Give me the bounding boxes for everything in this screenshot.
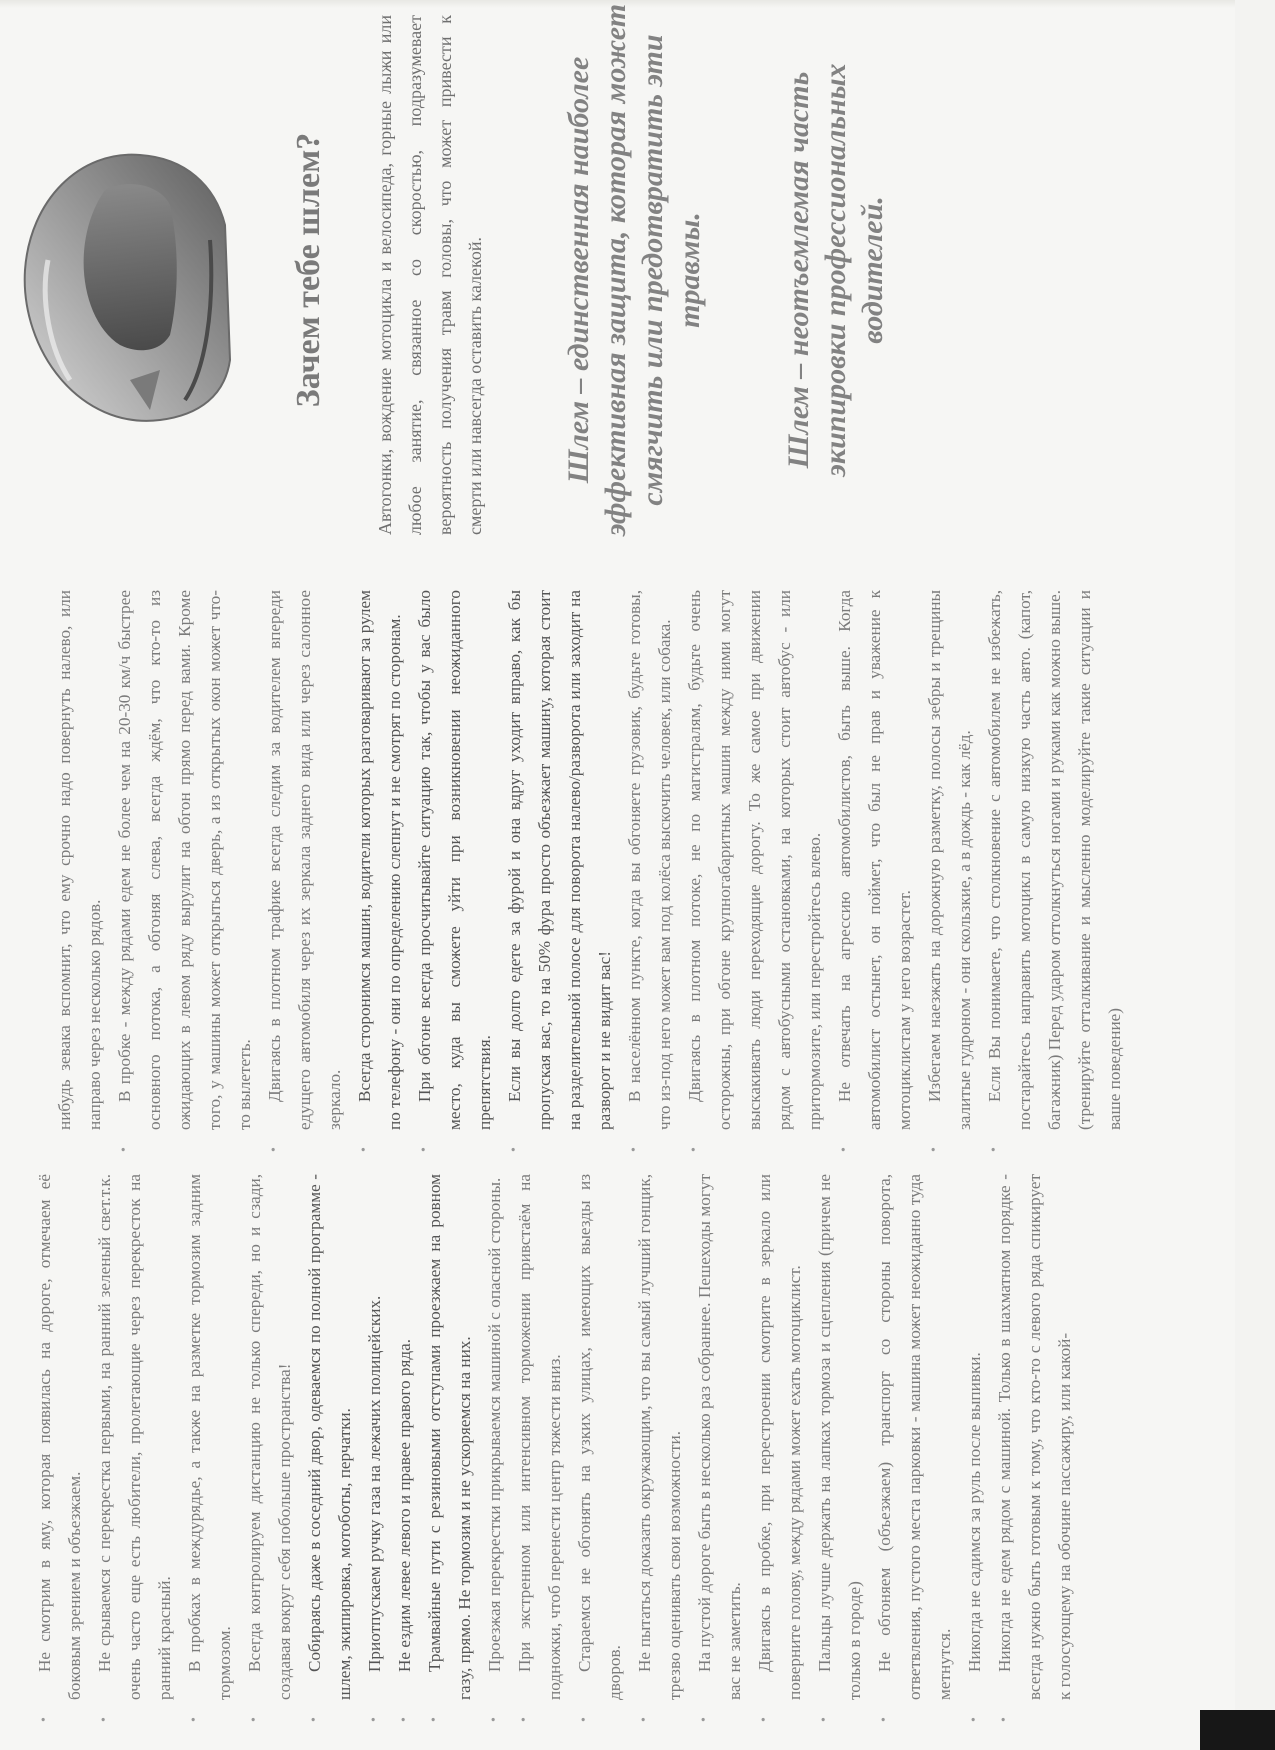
tip-item: • Не срываемся с перекрестка первыми, на ранний зеленый свет.т.к. очень часто еще есть любители, пролетающие через перекресток на ранний красный. <box>90 1174 180 1700</box>
tip-item: • Стараемся не обгонять на узких улицах, имеющих выезды из дворов. <box>570 1174 630 1700</box>
scanner-margin <box>1235 0 1275 1750</box>
tip-item: • Не обгоняем (объезжаем) транспорт со стороны поворота, ответвления, пустого места парковки - машина может неожиданно туда метнутся. <box>870 1174 960 1700</box>
tips-list-1 <box>30 1174 1080 1700</box>
tip-item: • Никогда не садимся за руль после выпивки. <box>960 1174 990 1700</box>
tip-item: • На пустой дороге быть в несколько раз собраннее. Пешеходы могут вас не заметить. <box>690 1174 750 1700</box>
tips-column-1 <box>0 1160 1240 1710</box>
section-title: Зачем тебе шлем? <box>290 132 327 408</box>
intro-paragraph: Автогонки, вождение мотоцикла и велосипеда, горные лыжи или любое занятие, связанное со скоростью, подразумевает вероятность получения травм головы, что может привести к смерти или навсегда оставить калекой. <box>375 15 485 535</box>
tip-item: • Собираясь даже в соседний двор, одеваемся по полной программе - шлем, экипировка, мотоботы, перчатки. <box>300 1174 360 1700</box>
helmet-icon <box>10 140 240 440</box>
tip-item: • Двигаясь в пробке, при перестроении смотрите в зеркало или поверните голову, между рядами может ехать мотоциклист. <box>750 1174 810 1700</box>
tip-item: • Проезжая перекрестки прикрываемся машиной с опасной стороны. <box>480 1174 510 1700</box>
tip-item: • Избегаем наезжать на дорожную разметку, полосы зебры и трещины залитые гудроном - они скользкие, а в дождь - как лёд. <box>920 590 980 1130</box>
tip-item-continued: нибудь зевака вспомнит, что ему срочно надо повернуть налево, или направо через несколько рядов. <box>55 590 104 1130</box>
tip-item: • Двигаясь в плотном потоке, не по магистралям, будьте очень осторожны, при обгоне крупногабаритных машин между ними могут выскакивать люди переходящие дорогу. То же самое при движении рядом с автобусными остановками, на которых стоит автобус - или притормозите, или перестройтесь влево. <box>680 590 830 1130</box>
tips-column-2 <box>0 580 1240 1140</box>
tips-list-2 <box>50 590 1130 1130</box>
tip-item: • В пробке - между рядами едем не более чем на 20-30 км/ч быстрее основного потока, а обгоняя слева, всегда ждём, что кто-то из ожидающих в левом ряду вырулит на обгон прямо перед вами. Кроме того, у машины может открыться дверь, а из открытых окон может что-то вылететь. <box>110 590 260 1130</box>
tip-item: • При обгоне всегда просчитывайте ситуацию так, чтобы у вас было место, куда вы сможете уйти при возникновении неожиданного препятствия. <box>410 590 500 1130</box>
tip-item: • Не смотрим в яму, которая появилась на дороге, отмечаем её боковым зрением и объезжаем. <box>30 1174 90 1700</box>
tip-item: • Не пытаться доказать окружающим, что вы самый лучший гонщик, трезво оценивать свои возможности. <box>630 1174 690 1700</box>
tip-item: • Если вы долго едете за фурой и она вдруг уходит вправо, как бы пропуская вас, то на 50% фура просто объезжает машину, которая стоит на разделительной полосе для поворота налево/разворота или заходит на разворот и не видит вас! <box>500 590 620 1130</box>
tip-item: • Всегда сторонимся машин, водители которых разговаривают за рулем по телефону - они по определению слепнут и не смотрят по сторонам. <box>350 590 410 1130</box>
tip-item: • Если Вы понимаете, что столкновение с автомобилем не избежать, постарайтесь направить мотоцикл в самую низкую часть авто. (капот, багажник) Перед ударом оттолкнуться ногами и руками как можно выше. (тренируйте отталкивание и мысленно моделируйте такие ситуации и ваше поведение) <box>980 590 1130 1130</box>
tip-item: • Не ездим левее левого и правее правого ряда. <box>390 1174 420 1700</box>
tip-item: • В населённом пункте, когда вы обгоняете грузовик, будьте готовы, что из-под него может вам под колёса выскочить человек, или собака. <box>620 590 680 1130</box>
tip-item: • Приотпускаем ручку газа на лежачих полицейских. <box>360 1174 390 1700</box>
tip-item: • Трамвайные пути с резиновыми отступами проезжаем на ровном газу, прямо. Не тормозим и не ускоряемся на них. <box>420 1174 480 1700</box>
tip-item: • Пальцы лучше держать на лапках тормоза и сцепления (причем не только в городе) <box>810 1174 870 1700</box>
tip-item: • В пробках в междурядье, а также на разметке тормозим задним тормозом. <box>180 1174 240 1700</box>
tip-item: • Не отвечать на агрессию автомобилистов, быть выше. Когда автомобилист остынет, он поймет, что был не прав и уважение к мотоциклистам у него возрастет. <box>830 590 920 1130</box>
tip-item: • Всегда контролируем дистанцию не только спереди, но и сзади, создавая вокруг себя побольше пространства! <box>240 1174 300 1700</box>
slogan-protection: Шлем – единственная наиболее эффективная защита, которая может смягчить или предотвратить эти травмы. <box>562 3 706 537</box>
tip-item: • При экстренном или интенсивном торможении привстаём на подножки, чтоб перенести центр тяжести вниз. <box>510 1174 570 1700</box>
tip-item: • Двигаясь в плотном трафике всегда следим за водителем впереди едущего автомобиля через их зеркала заднего вида или через салонное зеркало. <box>260 590 350 1130</box>
slogan-equipment: Шлем – неотъемлемая часть экипировки профессиональных водителей. <box>782 63 889 477</box>
tip-item: • Никогда не едем рядом с машиной. Только в шахматном порядке - всегда нужно быть готовым к тому, что кто-то с левого ряда спикирует к голосующему на обочине пассажиру, или какой- <box>990 1174 1080 1700</box>
